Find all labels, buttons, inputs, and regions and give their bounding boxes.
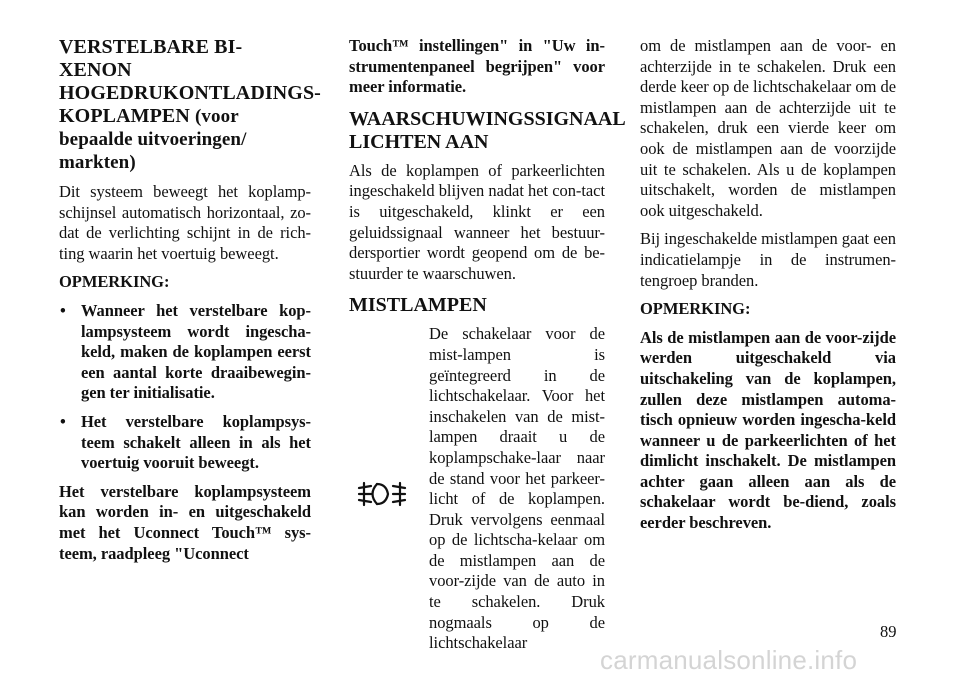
note-text-right: Als de mistlampen aan de voor-zijde werden uitgeschakeld via uitschakeling van de koplampen, zullen deze mistlampen automa-tisch opnieuw worden ingescha-keld wanneer u de parkeerlichten of het dimlicht inschakelt. De mistlampen achter gaan alleen aan als de schakelaar wordt be-diend, zoals eerder beschreven.: [640, 327, 896, 533]
section-heading-bi-xenon-note: (voor bepaalde uitvoeringen/ markten): [59, 106, 247, 173]
paragraph-continued: Touch™ instellingen" in "Uw in-strumentenpaneel begrijpen" voor meer informatie.: [349, 36, 605, 97]
note-label: OPMERKING:: [59, 272, 170, 292]
list-item: [59, 412, 311, 474]
note-label-right: OPMERKING:: [640, 299, 751, 319]
paragraph-warning: Als de koplampen of parkeerlichten ingeschakeld blijven nadat het con-tact is uitgeschakeld, klinkt er een geluidssignaal wanneer het bestuur-dersportier wordt geopend om de be-stuurder te waarschuwen.: [349, 160, 605, 283]
section-heading-fog-lamps: MISTLAMPEN: [349, 294, 487, 317]
paragraph-adaptive-toggle: Het verstelbare koplampsysteem kan worden in- en uitgeschakeld met het Uconnect Touch™ sys-teem, raadpleeg "Uconnect: [59, 481, 311, 563]
paragraph-indicator: Bij ingeschakelde mistlampen gaat een indicatielampje in de instrumen-tengroep branden.: [640, 229, 896, 290]
paragraph-fog-lamps: De schakelaar voor de mist-lampen is geïntegreerd in de lichtschakelaar. Voor het inschakelen van de mist-lampen draait u de koplampschake-laar naar de stand voor het parkeer-licht of de koplampen. Druk vervolgens eenmaal op de lichtscha-kelaar om de mistlampen aan de voor-zijde van de auto in te schakelen. Druk nogmaals op de lichtschakelaar: [429, 324, 605, 653]
fog-lamp-icon: [349, 324, 417, 654]
paragraph-intro: Dit systeem beweegt het koplamp-schijnsel automatisch horizontaal, zo-dat de verlichting schijnt in de rich-ting waarin het voertuig beweegt.: [59, 182, 311, 263]
column-right: [640, 36, 896, 534]
fog-lamp-block: [349, 324, 605, 654]
section-heading-bi-xenon: [59, 36, 321, 174]
bullet-icon: •: [60, 411, 66, 431]
column-middle: [349, 36, 625, 654]
list-item-text: Wanneer het verstelbare kop-lampsysteem wordt ingescha-keld, maken de koplampen eerst een aantal korte draaibewegin-gen ter initialisatie.: [81, 300, 311, 403]
section-heading-warning: WAARSCHUWINGSSIGNAAL LICHTEN AAN: [349, 107, 625, 153]
list-item-text: Het verstelbare koplampsys-teem schakelt alleen in als het voertuig vooruit beweegt.: [81, 411, 311, 473]
section-heading-bi-xenon-title: VERSTELBARE BI-XENON HOGEDRUKONTLADINGS-KOPLAMPEN: [59, 36, 321, 127]
column-left: [59, 36, 321, 564]
note-bullet-list: [59, 301, 311, 474]
page-number: 89: [880, 622, 897, 641]
list-item: [59, 301, 311, 404]
paragraph-fog-continued: om de mistlampen aan de voor- en achterzijde in te schakelen. Druk een derde keer op de lichtschakelaar om de mistlampen aan de achterzijde uit te schakelen, druk een vierde keer om ook de mistlampen aan de voorzijde uit te schakelen. Als u de koplampen uitschakelt, worden de mistlampen ook uitgeschakeld.: [640, 36, 896, 220]
watermark: carmanualsonline.info: [600, 645, 858, 675]
bullet-icon: •: [60, 300, 66, 320]
